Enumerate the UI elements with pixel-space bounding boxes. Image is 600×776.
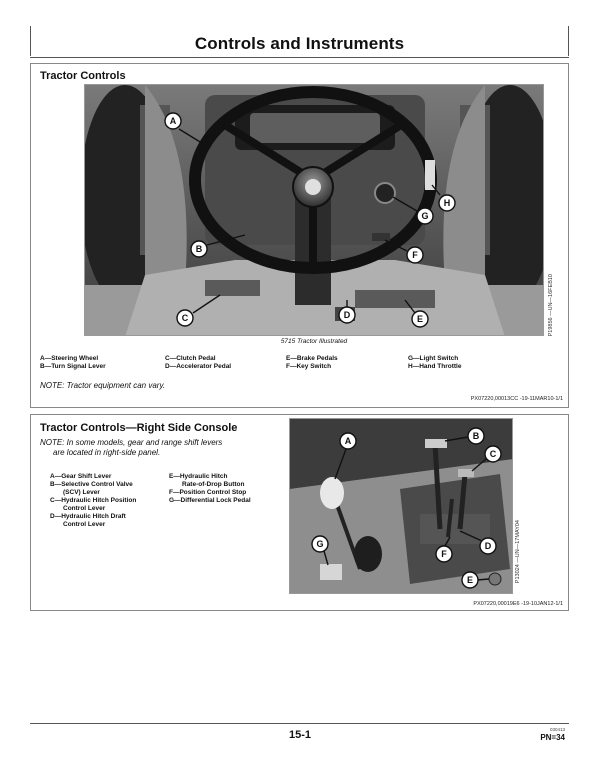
legend-item: Control Lever [63,505,106,512]
svg-text:B: B [472,431,480,441]
legend-item: G—Light Switch [408,355,459,362]
svg-text:G: G [316,539,324,549]
legend-item: E—Brake Pedals [286,355,338,362]
legend-item: F—Position Control Stop [169,489,247,496]
legend-item: F—Key Switch [286,363,332,370]
legend-item: D—Accelerator Pedal [165,363,232,370]
photo-id: P19856 —UN—16FEB10 [548,274,554,337]
legend-column [286,355,338,371]
svg-text:A: A [344,436,352,446]
legend-column [50,473,136,529]
note: NOTE: Tractor equipment can vary. [40,381,166,390]
svg-text:F: F [412,250,418,260]
tractor-controls-section [30,63,569,408]
svg-text:C: C [181,313,189,323]
svg-text:C: C [489,449,497,459]
note-line: are located in right-side panel. [53,448,161,457]
tractor-controls-photo [84,84,544,336]
right-console-photo [289,418,513,594]
svg-text:D: D [343,310,351,320]
page-number: 15-1 [288,729,312,741]
legend-item: A—Gear Shift Lever [50,473,112,480]
legend-item: E—Hydraulic Hitch [169,473,228,480]
section-title: Tractor Controls [40,70,126,82]
note [40,438,280,458]
footer-rule [30,723,569,724]
legend-item: (SCV) Lever [63,489,100,496]
pn-label: PN=34 [540,733,565,742]
legend-item: C—Hydraulic Hitch Position [50,497,137,504]
legend-column [408,355,461,371]
svg-text:D: D [484,541,492,551]
date-code: 030413 [549,727,565,732]
svg-text:B: B [195,244,203,254]
photo-caption: 5715 Tractor Illustrated [280,338,348,345]
legend-column [169,473,251,505]
legend-item: D—Hydraulic Hitch Draft [50,513,126,520]
tractor-dashboard-illustration [85,85,544,336]
legend-item: H—Hand Throttle [408,363,462,370]
svg-text:F: F [441,549,447,559]
svg-text:E: E [416,314,424,324]
title-underline [30,57,569,58]
legend-item: B—Selective Control Valve [50,481,133,488]
reference-code: PX07220,00013CC -19-11MAR10-1/1 [470,396,563,402]
photo-id: P13024 —UN—17MAY04 [515,520,521,584]
right-console-illustration [290,419,513,594]
legend-column [40,355,106,371]
section-title: Tractor Controls—Right Side Console [40,422,238,434]
legend-column [165,355,231,371]
reference-code: PX07220,00019E6 -19-10JAN12-1/1 [473,601,563,607]
legend-item: Rate-of-Drop Button [182,481,245,488]
legend-item: C—Clutch Pedal [165,355,216,362]
svg-text:H: H [443,198,451,208]
svg-text:G: G [421,211,429,221]
legend-item: G—Differential Lock Pedal [169,497,251,504]
legend-item: A—Steering Wheel [40,355,99,362]
legend-item: Control Lever [63,521,106,528]
right-side-console-section [30,414,569,611]
note-line: NOTE: In some models, gear and range shift levers [40,438,223,447]
svg-text:E: E [466,575,474,585]
svg-text:A: A [169,116,177,126]
page-title: Controls and Instruments [194,34,405,53]
legend-item: B—Turn Signal Lever [40,363,106,370]
